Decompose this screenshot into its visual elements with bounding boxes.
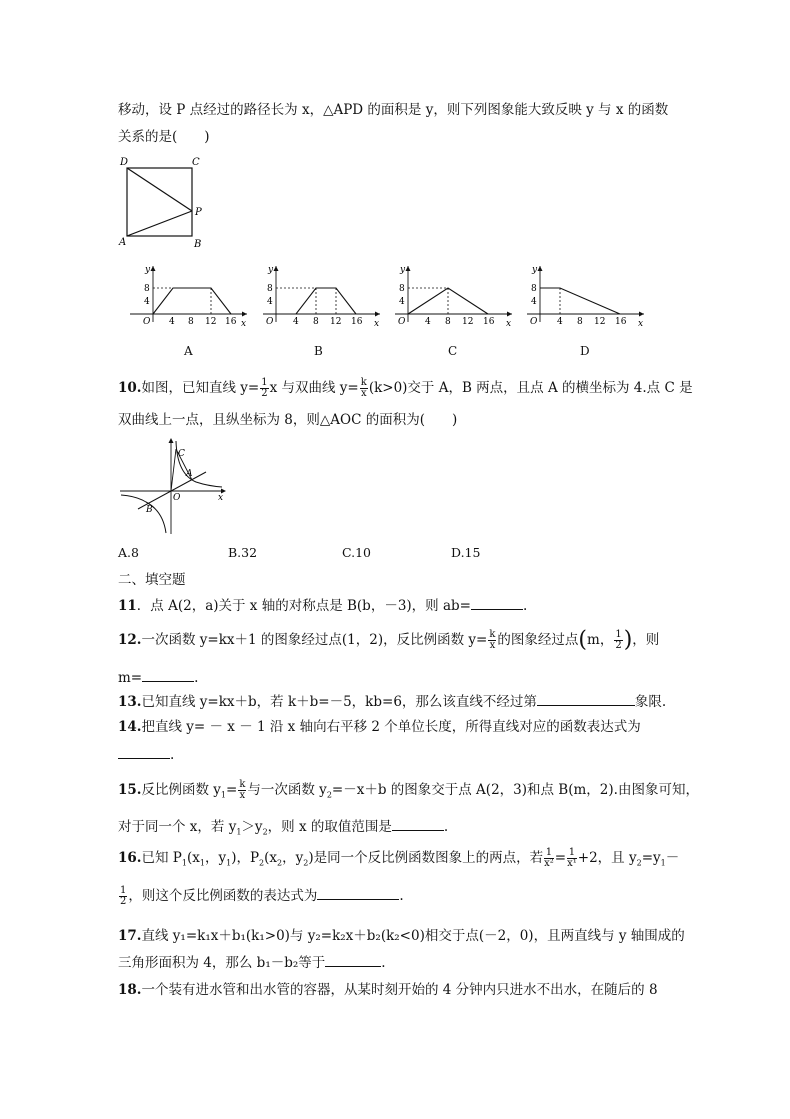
hyperbola-figure	[118, 436, 233, 536]
q9-line1: 移动，设 P 点经过的路径长为 x，△APD 的面积是 y，则下列图象能大致反映 y 与 x 的函数	[118, 102, 669, 118]
label-B: B	[194, 239, 202, 250]
q17-line2: 三角形面积为 4，那么 b₁－b₂等于 .	[118, 952, 386, 973]
q17-line1: 17.直线 y₁=k₁x＋b₁(k₁>0)与 y₂=k₂x＋b₂(k₂<0)相交于点(－2，0)，且两直线与 y 轴围成的	[118, 928, 685, 944]
svg-text:O: O	[530, 317, 538, 327]
svg-text:8: 8	[188, 317, 194, 327]
svg-text:4: 4	[293, 317, 299, 327]
svg-text:16: 16	[225, 317, 237, 327]
svg-text:4: 4	[557, 317, 563, 327]
svg-text:O: O	[143, 317, 151, 327]
q16-line2: $\frac{1}{2}$ ，则这个反比例函数的表达式为 .	[120, 885, 404, 907]
graph-a	[130, 265, 247, 329]
svg-text:8: 8	[144, 284, 150, 294]
graph-d	[527, 265, 644, 329]
option-d-label: D	[580, 344, 590, 358]
svg-text:x: x	[506, 319, 512, 329]
svg-text:16: 16	[615, 317, 627, 327]
svg-text:8: 8	[399, 284, 405, 294]
svg-text:4: 4	[267, 297, 273, 307]
q9-line2: 关系的是( )	[118, 129, 210, 145]
q10-line1: 10.如图，已知直线 y= $\frac{1}{2}$ x 与双曲线 y= $\frac{k}{x}$ (k>0)交于 A，B 两点，且点 A 的横坐标为 4.点 C 是	[118, 377, 693, 399]
section-heading: 二、填空题	[118, 572, 186, 588]
svg-text:A: A	[186, 469, 193, 479]
label-C: C	[192, 157, 200, 168]
svg-text:4: 4	[531, 297, 537, 307]
svg-text:12: 12	[594, 317, 606, 327]
q10-choice-c: C.10	[342, 545, 371, 560]
svg-text:16: 16	[351, 317, 363, 327]
svg-text:8: 8	[531, 284, 537, 294]
svg-text:12: 12	[330, 317, 342, 327]
square-figure	[118, 153, 218, 253]
q14-line2: .	[118, 744, 174, 765]
q10-choice-b: B.32	[228, 545, 258, 560]
svg-text:x: x	[638, 319, 644, 329]
svg-text:y: y	[532, 265, 538, 275]
option-b-label: B	[314, 344, 323, 358]
svg-text:O: O	[173, 493, 181, 503]
svg-text:y: y	[400, 265, 406, 275]
label-D: D	[120, 157, 129, 168]
svg-text:x: x	[374, 319, 380, 329]
svg-text:4: 4	[399, 297, 405, 307]
svg-text:8: 8	[445, 317, 451, 327]
svg-text:x: x	[241, 319, 247, 329]
svg-text:4: 4	[425, 317, 431, 327]
q18-line1: 18.一个装有进水管和出水管的容器，从某时刻开始的 4 分钟内只进水不出水，在随后的 8	[118, 982, 658, 998]
svg-text:O: O	[398, 317, 406, 327]
option-a-label: A	[184, 344, 193, 358]
svg-text:O: O	[266, 317, 274, 327]
label-A: A	[119, 237, 127, 248]
q12-line1: 12.一次函数 y=kx＋1 的图象经过点(1，2)，反比例函数 y= $\frac{k}{x}$ 的图象经过点(m， $\frac{1}{2}$ )，则	[118, 627, 660, 653]
option-c-label: C	[448, 344, 458, 358]
q15-line1: 15.反比例函数 $y_1=$ $\frac{k}{x}$ 与一次函数 $y_2=-x+b$ 的图象交于点 A(2，3)和点 B(m，2).由图象可知，	[118, 779, 699, 801]
q13: 13.已知直线 y=kx＋b，若 k＋b=－5，kb=6，那么该直线不经过第 象限.	[118, 691, 666, 712]
q16-line1: 16.已知 $P_1(x_1$，$y_1$)，$P_2(x_2$，$y_2$)是同一个反比例函数图象上的两点，若 $\frac{1}{\text{x²}}$ = $\frac{1}{\text{x¹}}$ +2，且 $y_2=y_1-$	[118, 847, 680, 869]
svg-text:4: 4	[144, 297, 150, 307]
q10-line2: 双曲线上一点，且纵坐标为 8，则△AOC 的面积为( )	[118, 412, 458, 428]
svg-text:B: B	[146, 505, 153, 515]
svg-text:4: 4	[169, 317, 175, 327]
q10-choice-d: D.15	[451, 545, 481, 560]
svg-text:12: 12	[205, 317, 217, 327]
q11: 11．点 A(2，a)关于 x 轴的对称点是 B(b，－3)，则 ab= .	[118, 595, 527, 616]
graph-c	[395, 265, 512, 329]
svg-text:8: 8	[313, 317, 319, 327]
svg-text:y: y	[268, 265, 274, 275]
option-graphs	[125, 262, 655, 332]
q15-line2: 对于同一个 x，若 $y_1>y_2$，则 x 的取值范围是 .	[118, 816, 448, 843]
svg-text:y: y	[145, 265, 151, 275]
q14-line1: 14.把直线 y= － x － 1 沿 x 轴向右平移 2 个单位长度，所得直线对应的函数表达式为	[118, 719, 641, 735]
svg-text:8: 8	[267, 284, 273, 294]
svg-text:x: x	[218, 493, 224, 503]
svg-text:8: 8	[577, 317, 583, 327]
graph-b	[263, 265, 380, 329]
q12-line2: m= .	[118, 667, 198, 688]
svg-text:12: 12	[462, 317, 474, 327]
svg-text:C: C	[178, 449, 185, 459]
label-P: P	[195, 207, 202, 218]
q10-choice-a: A.8	[118, 545, 139, 560]
svg-text:16: 16	[483, 317, 495, 327]
